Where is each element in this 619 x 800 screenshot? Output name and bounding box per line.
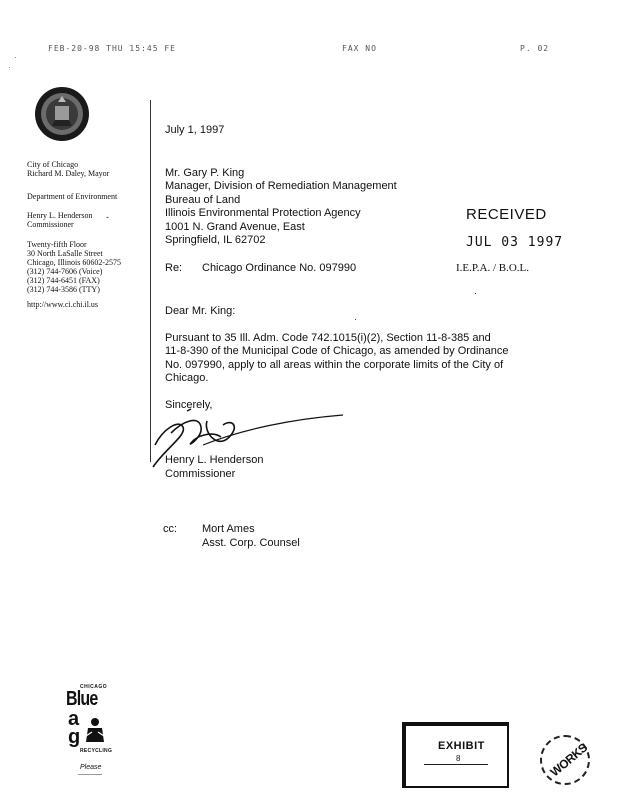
fax-speck: · bbox=[14, 52, 17, 62]
fax-header-middle: FAX NO bbox=[342, 44, 377, 53]
recipient-line: Illinois Environmental Protection Agency bbox=[165, 207, 361, 219]
sidebar-department: Department of Environment bbox=[27, 192, 118, 201]
sidebar-city: City of Chicago bbox=[27, 160, 79, 169]
body-line: 11-8-390 of the Municipal Code of Chicago, as amended by Ordinance bbox=[165, 345, 509, 357]
signer-name: Henry L. Henderson bbox=[165, 454, 264, 466]
sidebar-mayor: Richard M. Daley, Mayor bbox=[27, 169, 110, 178]
works-seal bbox=[540, 735, 590, 785]
fax-header-right: P. 02 bbox=[520, 44, 550, 53]
received-stamp-title: RECEIVED bbox=[466, 206, 547, 223]
exhibit-label: EXHIBIT bbox=[438, 740, 485, 752]
signer-title: Commissioner bbox=[165, 468, 236, 480]
sidebar-address-line: Chicago, Illinois 60602-2575 bbox=[27, 258, 121, 267]
blue-bag-letter: g bbox=[68, 726, 81, 748]
body-line: Pursuant to 35 Ill. Adm. Code 742.1015(i)(2), Section 11-8-385 and bbox=[165, 332, 491, 344]
city-seal-icon bbox=[34, 86, 90, 142]
fax-header-left: FEB-20-98 THU 15:45 FE bbox=[48, 44, 176, 53]
blue-bag-top: CHICAGO bbox=[80, 684, 108, 690]
cc-name: Mort Ames bbox=[202, 523, 255, 535]
sidebar-website: http://www.ci.chi.il.us bbox=[27, 300, 99, 309]
re-subject: Chicago Ordinance No. 097990 bbox=[202, 262, 357, 274]
received-stamp-date: JUL 03 1997 bbox=[466, 235, 564, 250]
fax-speck: · bbox=[8, 62, 11, 72]
letter-date: July 1, 1997 bbox=[165, 124, 225, 136]
blue-bag-letter: a bbox=[68, 708, 80, 730]
sidebar-commissioner-title: Commissioner bbox=[27, 220, 74, 229]
sidebar-address-line: Twenty-fifth Floor bbox=[27, 240, 87, 249]
stamp-speck: · bbox=[474, 288, 477, 298]
recipient-line: Manager, Division of Remediation Management bbox=[165, 180, 397, 192]
exhibit-number: 8 bbox=[456, 754, 461, 763]
body-line: No. 097990, apply to all areas within the corporate limits of the City of bbox=[165, 359, 504, 371]
recipient-line: Bureau of Land bbox=[165, 194, 241, 206]
blue-bag-bottom: RECYCLING bbox=[80, 748, 113, 754]
salutation: Dear Mr. King: bbox=[165, 305, 236, 317]
page-speck: · bbox=[354, 314, 357, 324]
cc-title: Asst. Corp. Counsel bbox=[202, 537, 300, 549]
sidebar-dash: - bbox=[106, 212, 109, 222]
sidebar-address-line: (312) 744-7606 (Voice) bbox=[27, 267, 103, 276]
recipient-line: Mr. Gary P. King bbox=[165, 167, 245, 179]
received-stamp-agency: I.E.P.A. / B.O.L. bbox=[456, 262, 530, 274]
blue-bag-word: Blue bbox=[66, 688, 98, 710]
sidebar-address-line: (312) 744-3586 (TTY) bbox=[27, 285, 100, 294]
blue-bag-rule bbox=[78, 774, 102, 775]
sidebar-address-line: (312) 744-6451 (FAX) bbox=[27, 276, 100, 285]
cc-label: cc: bbox=[163, 523, 178, 535]
re-label: Re: bbox=[165, 262, 183, 274]
closing: Sincerely, bbox=[165, 399, 213, 411]
recycling-figure-icon bbox=[84, 716, 106, 744]
exhibit-sticker bbox=[402, 722, 509, 788]
recipient-line: 1001 N. Grand Avenue, East bbox=[165, 221, 305, 233]
sidebar-commissioner-name: Henry L. Henderson bbox=[27, 211, 93, 220]
blue-bag-please: Please bbox=[80, 764, 102, 771]
recipient-line: Springfield, IL 62702 bbox=[165, 234, 266, 246]
body-line: Chicago. bbox=[165, 372, 209, 384]
exhibit-line bbox=[424, 764, 488, 765]
works-seal-text: WORKS bbox=[547, 740, 590, 780]
sidebar-address-line: 30 North LaSalle Street bbox=[27, 249, 103, 258]
